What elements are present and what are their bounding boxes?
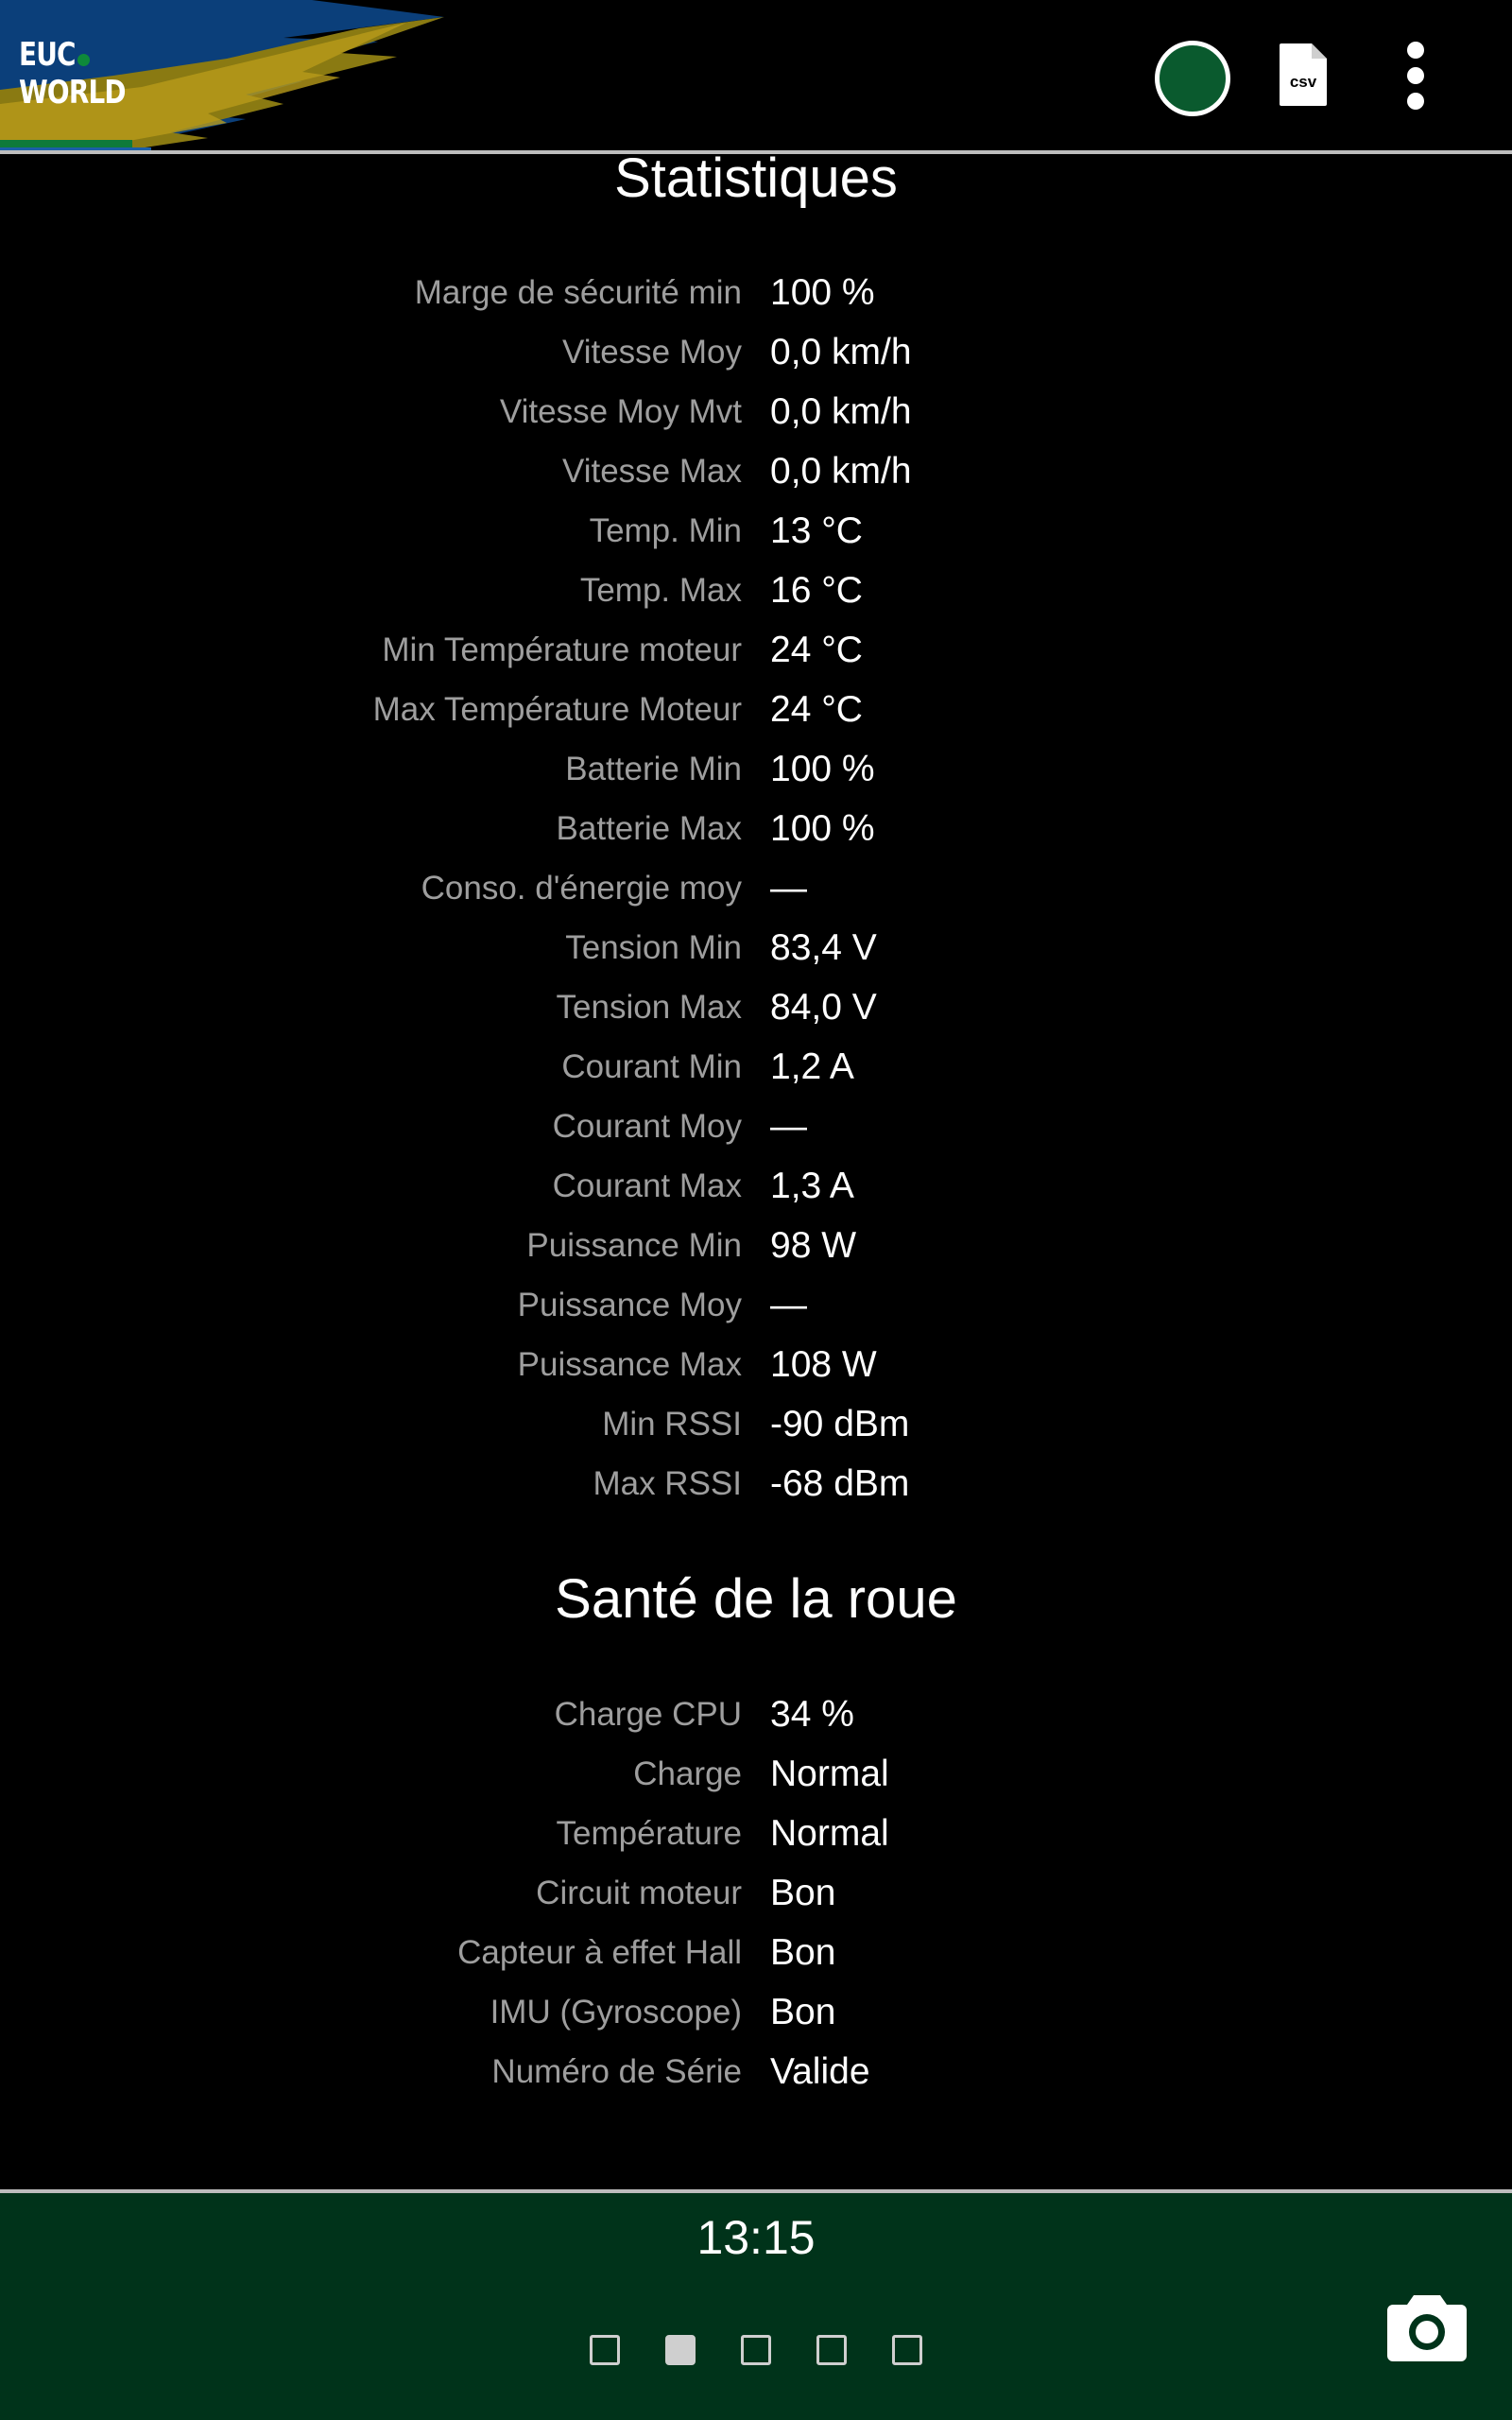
page-indicator-dot[interactable] [590,2335,620,2365]
statistics-row [0,1098,1512,1156]
statistics-row [0,264,1512,322]
statistics-row [0,1336,1512,1394]
statistics-row [0,800,1512,858]
health-value: Bon [770,1992,836,2032]
statistics-label: Vitesse Moy Mvt [499,393,742,430]
statistics-value: 24 °C [770,689,863,730]
logo-dot-icon [77,54,90,66]
statistics-value: 0,0 km/h [770,451,912,492]
statistics-label: Batterie Min [565,751,742,787]
health-value: Bon [770,1932,836,1973]
health-value: Normal [770,1813,889,1854]
health-row [0,1924,1512,1982]
statistics-label: Temp. Min [589,512,742,549]
statistics-label: Courant Max [552,1167,742,1204]
statistics-label: Marge de sécurité min [414,274,742,311]
statistics-label: Batterie Max [556,810,742,847]
health-value: 34 % [770,1694,854,1735]
logo-text: EUC WORLD [19,36,126,112]
statistics-value: — [770,868,807,908]
statistics-label: Courant Moy [552,1108,742,1145]
statistics-label: Vitesse Moy [562,334,742,371]
statistics-label: Puissance Moy [517,1287,742,1323]
statistics-value: 84,0 V [770,987,877,1028]
statistics-value: — [770,1285,807,1325]
statistics-value: 83,4 V [770,927,877,968]
wheel-health-title: Santé de la roue [555,1568,957,1630]
page-indicator-dot[interactable] [741,2335,771,2365]
connection-status-icon[interactable] [1155,41,1230,116]
csv-export-icon[interactable] [1278,42,1329,108]
statistics-value: — [770,1106,807,1147]
page-indicator-dot[interactable] [816,2335,847,2365]
statistics-value: 100 % [770,808,875,849]
statistics-value: 1,2 A [770,1046,854,1087]
statistics-row [0,919,1512,977]
statistics-row [0,1217,1512,1275]
health-label: IMU (Gyroscope) [490,1994,742,2031]
statistics-label: Puissance Min [526,1227,742,1264]
health-value: Normal [770,1754,889,1794]
statistics-label: Puissance Max [517,1346,742,1383]
statistics-label: Temp. Max [579,572,742,609]
statistics-value: 108 W [770,1344,877,1385]
statistics-row [0,1038,1512,1097]
statistics-label: Courant Min [561,1048,742,1085]
statistics-value: 0,0 km/h [770,391,912,432]
statistics-value: 100 % [770,272,875,313]
health-row [0,1805,1512,1863]
statistics-value: 98 W [770,1225,857,1266]
statistics-value: 13 °C [770,510,863,551]
health-row [0,1745,1512,1804]
statistics-row [0,562,1512,620]
statistics-value: 100 % [770,749,875,789]
page-indicator-dot[interactable] [665,2335,696,2365]
statistics-label: Min Température moteur [382,631,742,668]
statistics-label: Max RSSI [593,1465,742,1502]
statistics-row [0,1455,1512,1513]
health-label: Charge CPU [554,1696,742,1733]
statistics-label: Vitesse Max [562,453,742,490]
statistics-row [0,1157,1512,1216]
health-label: Numéro de Série [491,2053,742,2090]
statistics-row [0,1395,1512,1454]
statistics-label: Max Température Moteur [372,691,742,728]
camera-icon[interactable] [1385,2290,1469,2365]
statistics-row [0,1276,1512,1335]
statistics-label: Tension Max [556,989,742,1026]
health-value: Valide [770,2051,870,2092]
health-label: Charge [633,1755,742,1792]
statistics-row [0,383,1512,441]
statistics-row [0,978,1512,1037]
health-row [0,1983,1512,2042]
health-label: Capteur à effet Hall [457,1934,742,1971]
csv-label: csv [1289,73,1317,91]
statistics-row [0,681,1512,739]
health-row [0,2043,1512,2101]
statistics-label: Conso. d'énergie moy [421,870,742,907]
statistics-value: 1,3 A [770,1166,854,1206]
health-row [0,1864,1512,1923]
statistics-value: 0,0 km/h [770,332,912,372]
health-label: Température [556,1815,742,1852]
statistics-value: -90 dBm [770,1404,910,1444]
statistics-value: 16 °C [770,570,863,611]
health-label: Circuit moteur [536,1875,742,1911]
page-indicator-dot[interactable] [892,2335,922,2365]
statistics-value: 24 °C [770,630,863,670]
statistics-row [0,323,1512,382]
statistics-value: -68 dBm [770,1463,910,1504]
statistics-row [0,621,1512,680]
health-value: Bon [770,1873,836,1913]
health-row [0,1685,1512,1744]
top-app-bar [0,0,1512,151]
statistics-row [0,502,1512,561]
statistics-row [0,859,1512,918]
clock-time: 13:15 [696,2211,816,2264]
statistics-row [0,442,1512,501]
statistics-row [0,740,1512,799]
more-options-icon[interactable] [1389,38,1442,113]
statistics-label: Tension Min [565,929,742,966]
statistics-title: Statistiques [614,147,898,209]
page-indicator [0,2335,1512,2373]
statistics-label: Min RSSI [602,1406,742,1443]
